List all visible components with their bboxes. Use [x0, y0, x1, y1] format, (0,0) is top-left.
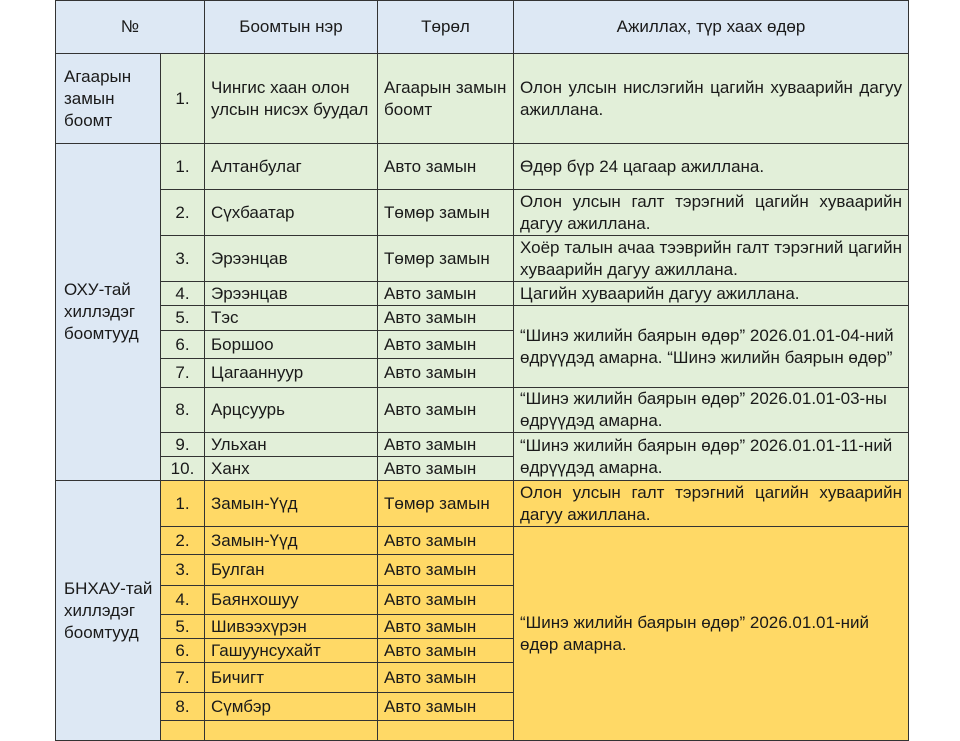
port-name: Сүхбаатар [205, 190, 378, 236]
row-num: 2. [161, 527, 205, 555]
port-name: Булган [205, 555, 378, 586]
port-schedule: Олон улсын галт тэрэгний цагийн хуваарийн дагуу ажиллана. [514, 481, 909, 527]
row-num: 9. [161, 433, 205, 457]
port-name: Замын-Үүд [205, 481, 378, 527]
port-type: Авто замын [378, 433, 514, 457]
port-schedule: Хоёр талын ачаа тээврийн галт тэрэгний цагийн хуваарийн дагуу ажиллана. [514, 236, 909, 282]
row-num: 3. [161, 236, 205, 282]
header-num: № [56, 1, 205, 54]
row-num: 7. [161, 663, 205, 693]
table-row [56, 236, 909, 282]
port-schedule: “Шинэ жилийн баярын өдөр” 2026.01.01-04-ний өдрүүдэд амарна. “Шинэ жилийн баярын өдөр” [514, 306, 909, 388]
row-num: 6. [161, 331, 205, 359]
row-num: 5. [161, 615, 205, 639]
port-schedule: Олон улсын нислэгийн цагийн хуваарийн дагуу ажиллана. [514, 54, 909, 144]
port-name: Баянхошуу [205, 586, 378, 615]
port-type: Агаарын замын боомт [378, 54, 514, 144]
table-row [56, 54, 909, 144]
header-row [56, 1, 909, 54]
row-num: 1. [161, 54, 205, 144]
port-name: Арцсуурь [205, 388, 378, 433]
port-type: Авто замын [378, 693, 514, 721]
port-name: Гашуунсухайт [205, 639, 378, 663]
port-schedule: Өдөр бүр 24 цагаар ажиллана. [514, 144, 909, 190]
port-name: Ханх [205, 457, 378, 481]
row-num: 6. [161, 639, 205, 663]
port-schedule: “Шинэ жилийн баярын өдөр” 2026.01.01-11-ний өдрүүдэд амарна. [514, 433, 909, 481]
table-row [56, 306, 909, 331]
table-row [56, 282, 909, 306]
row-num: 8. [161, 693, 205, 721]
row-num: 1. [161, 144, 205, 190]
port-name: Шивээхүрэн [205, 615, 378, 639]
row-num: 7. [161, 359, 205, 388]
port-type: Авто замын [378, 663, 514, 693]
port-type: Төмөр замын [378, 236, 514, 282]
port-type: Авто замын [378, 144, 514, 190]
port-type: Авто замын [378, 586, 514, 615]
port-name: Боршоо [205, 331, 378, 359]
port-schedule: Олон улсын галт тэрэгний цагийн хуваарийн дагуу ажиллана. [514, 190, 909, 236]
port-name: Эрээнцав [205, 236, 378, 282]
port-schedule: “Шинэ жилийн баярын өдөр” 2026.01.01-ний өдөр амарна. [514, 527, 909, 741]
port-type: Авто замын [378, 331, 514, 359]
row-num: 5. [161, 306, 205, 331]
group-russia: ОХУ-тай хиллэдэг боомтууд [56, 144, 161, 481]
port-name: Тэс [205, 306, 378, 331]
port-schedule: Цагийн хуваарийн дагуу ажиллана. [514, 282, 909, 306]
port-type: Төмөр замын [378, 190, 514, 236]
group-china: БНХАУ-тай хиллэдэг боомтууд [56, 481, 161, 741]
port-type: Авто замын [378, 457, 514, 481]
port-type: Авто замын [378, 639, 514, 663]
header-schedule: Ажиллах, түр хаах өдөр [514, 1, 909, 54]
port-type: Авто замын [378, 282, 514, 306]
port-name: Цагааннуур [205, 359, 378, 388]
port-name: Алтанбулаг [205, 144, 378, 190]
port-type: Авто замын [378, 388, 514, 433]
port-schedule: “Шинэ жилийн баярын өдөр” 2026.01.01-03-ны өдрүүдэд амарна. [514, 388, 909, 433]
row-num: 3. [161, 555, 205, 586]
port-type: Авто замын [378, 615, 514, 639]
table-row [56, 527, 909, 555]
port-type: Төмөр замын [378, 481, 514, 527]
port-name: Бичигт [205, 663, 378, 693]
row-num: 10. [161, 457, 205, 481]
table-row [56, 144, 909, 190]
port-name: Ульхан [205, 433, 378, 457]
port-name: Эрээнцав [205, 282, 378, 306]
row-num: 1. [161, 481, 205, 527]
port-name: Чингис хаан олон улсын нисэх буудал [205, 54, 378, 144]
row-num [161, 721, 205, 741]
table-row [56, 433, 909, 457]
port-type: Авто замын [378, 527, 514, 555]
port-type: Авто замын [378, 555, 514, 586]
row-num: 4. [161, 282, 205, 306]
port-name [205, 721, 378, 741]
port-type: Авто замын [378, 359, 514, 388]
port-type: Авто замын [378, 306, 514, 331]
port-type [378, 721, 514, 741]
group-air: Агаарын замын боомт [56, 54, 161, 144]
header-name: Боомтын нэр [205, 1, 378, 54]
port-name: Замын-Үүд [205, 527, 378, 555]
header-type: Төрөл [378, 1, 514, 54]
row-num: 8. [161, 388, 205, 433]
port-name: Сүмбэр [205, 693, 378, 721]
table-row [56, 481, 909, 527]
table-row [56, 388, 909, 433]
table-row [56, 190, 909, 236]
row-num: 4. [161, 586, 205, 615]
border-port-schedule-table [55, 0, 909, 741]
row-num: 2. [161, 190, 205, 236]
